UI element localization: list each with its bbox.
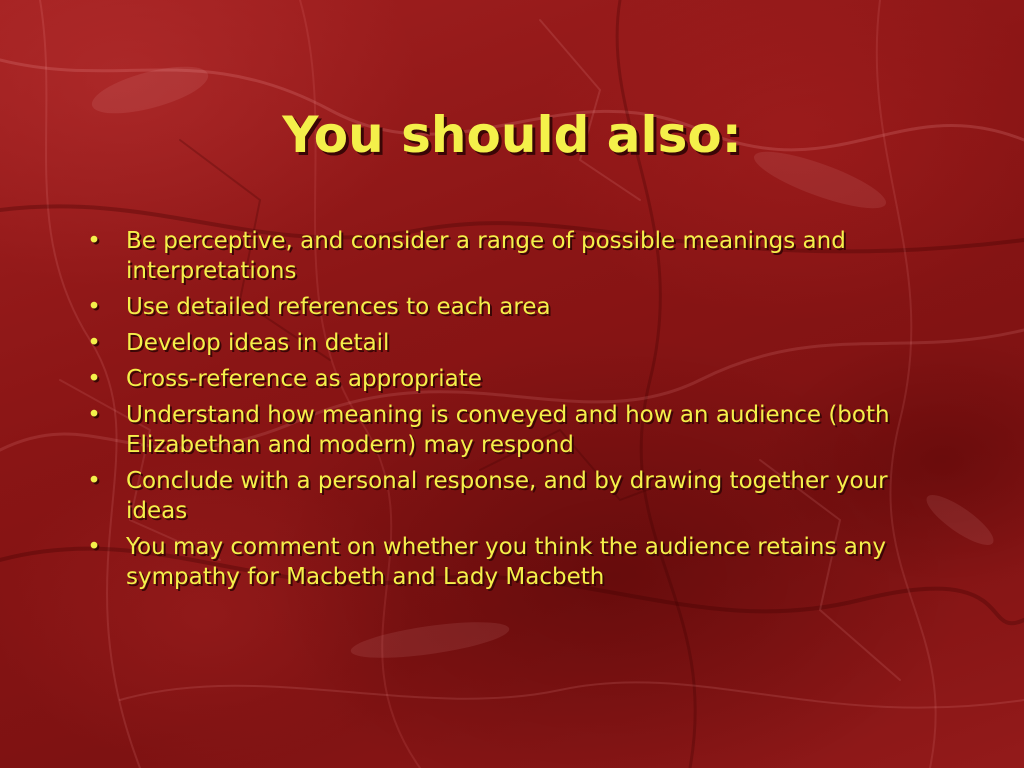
- bullet-text: Understand how meaning is conveyed and how an audience (both Elizabethan and modern) may respond: [126, 402, 890, 458]
- bullet-text: Conclude with a personal response, and by drawing together your ideas: [126, 468, 888, 524]
- bullet-icon: •: [87, 294, 101, 320]
- bullet-icon: •: [87, 228, 101, 254]
- bullet-text: Use detailed references to each area: [126, 294, 551, 320]
- bullet-icon: •: [87, 366, 101, 392]
- bullet-item: [84, 226, 924, 286]
- slide-title: You should also:: [282, 106, 742, 164]
- bullet-item: [84, 466, 924, 526]
- bullet-item: [84, 532, 924, 592]
- bullet-icon: •: [87, 330, 101, 356]
- bullet-icon: •: [87, 468, 101, 494]
- bullet-icon: •: [87, 534, 101, 560]
- bullet-item: [84, 292, 924, 322]
- bullet-text: Cross-reference as appropriate: [126, 366, 482, 392]
- bullet-icon: •: [87, 402, 101, 428]
- bullet-text: Be perceptive, and consider a range of possible meanings and interpretations: [126, 228, 846, 284]
- bullet-item: [84, 364, 924, 394]
- bullet-text: You may comment on whether you think the audience retains any sympathy for Macbeth and Lady Macbeth: [126, 534, 887, 590]
- bullet-list: [84, 226, 924, 598]
- bullet-item: [84, 400, 924, 460]
- bullet-text: Develop ideas in detail: [126, 330, 390, 356]
- bullet-item: [84, 328, 924, 358]
